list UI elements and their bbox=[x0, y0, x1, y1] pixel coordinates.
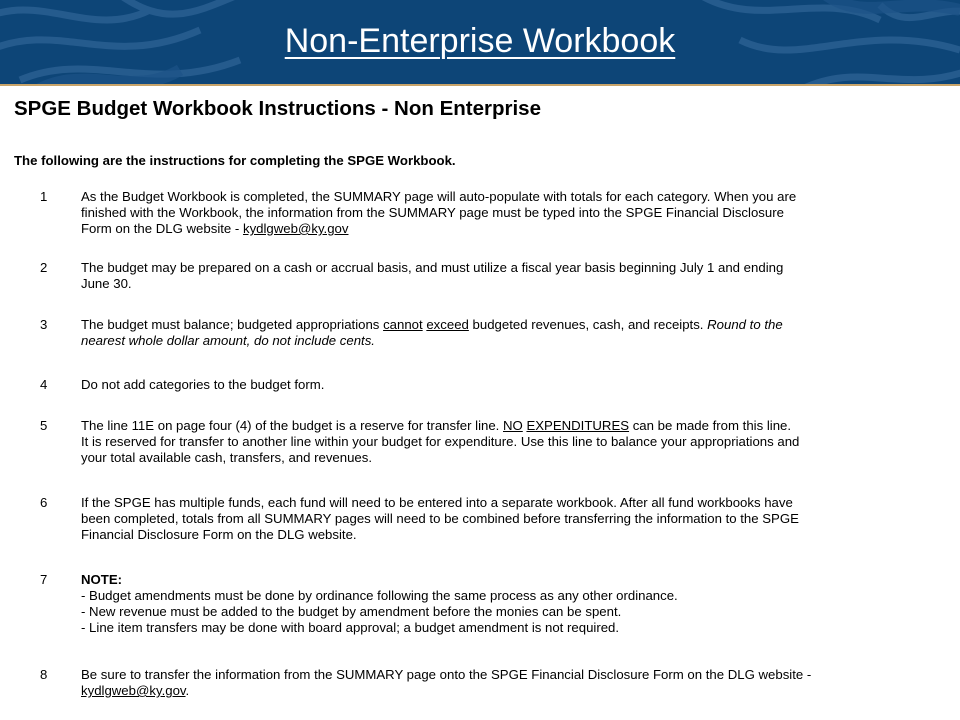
underlined-exceed: exceed bbox=[426, 317, 469, 332]
note-label: NOTE: bbox=[81, 572, 123, 587]
item-text: Do not add categories to the budget form. bbox=[81, 377, 325, 392]
item-text: The budget must balance; budgeted appropriations cannot exceed budgeted revenues, cash, and receipts. Round to the nearest whole dollar amount, do not include cents. bbox=[81, 317, 783, 348]
item-text: If the SPGE has multiple funds, each fund will need to be entered into a separate workbook. After all fund workbooks have been completed, totals from all SUMMARY pages will need to be combined before transferring the information to the SPGE Financial Disclosure Form on the DLG website. bbox=[81, 495, 799, 542]
note-bullet: - Budget amendments must be done by ordinance following the same process as any other ordinance. bbox=[81, 588, 678, 603]
underlined-expenditures: EXPENDITURES bbox=[526, 418, 630, 433]
underlined-no: NO bbox=[503, 418, 523, 433]
item-text: Be sure to transfer the information from the SUMMARY page onto the SPGE Financial Disclosure Form on the DLG website - kydlgweb@ky.gov. bbox=[81, 667, 812, 698]
underlined-cannot: cannot bbox=[383, 317, 423, 332]
item-number: 1 bbox=[40, 189, 48, 204]
item-number: 5 bbox=[40, 418, 48, 433]
item-number: 2 bbox=[40, 260, 48, 275]
item-text: The line 11E on page four (4) of the budget is a reserve for transfer line. NO EXPENDITURES can be made from this line. It is reserved for transfer to another line within your budget for expenditure. Use this line to balance your appropriations and your total available cash, transfers, and revenues. bbox=[81, 418, 800, 465]
email-link[interactable]: kydlgweb@ky.gov bbox=[242, 221, 349, 236]
intro-text: The following are the instructions for completing the SPGE Workbook. bbox=[14, 153, 456, 168]
item-text: As the Budget Workbook is completed, the SUMMARY page will auto-populate with totals for each category. When you are finished with the Workbook, the information from the SUMMARY page must be typed into the SPGE Financial Disclosure Form on the DLG website - kydlgweb@ky.gov bbox=[81, 189, 797, 236]
banner-divider bbox=[0, 84, 960, 86]
item-number: 8 bbox=[40, 667, 48, 682]
item-text: The budget may be prepared on a cash or accrual basis, and must utilize a fiscal year basis beginning July 1 and ending June 30. bbox=[81, 260, 784, 291]
note-bullet: - Line item transfers may be done with board approval; a budget amendment is not required. bbox=[81, 620, 620, 635]
item-number: 4 bbox=[40, 377, 48, 392]
document-heading: SPGE Budget Workbook Instructions - Non Enterprise bbox=[14, 97, 541, 120]
item-number: 6 bbox=[40, 495, 48, 510]
item-text bbox=[81, 572, 939, 636]
item-number: 7 bbox=[40, 572, 48, 587]
title-banner bbox=[0, 0, 960, 86]
item-number: 3 bbox=[40, 317, 48, 332]
note-bullet: - New revenue must be added to the budget by amendment before the monies can be spent. bbox=[81, 604, 622, 619]
slide-title: Non-Enterprise Workbook bbox=[284, 22, 676, 60]
email-link[interactable]: kydlgweb@ky.gov bbox=[81, 683, 186, 698]
